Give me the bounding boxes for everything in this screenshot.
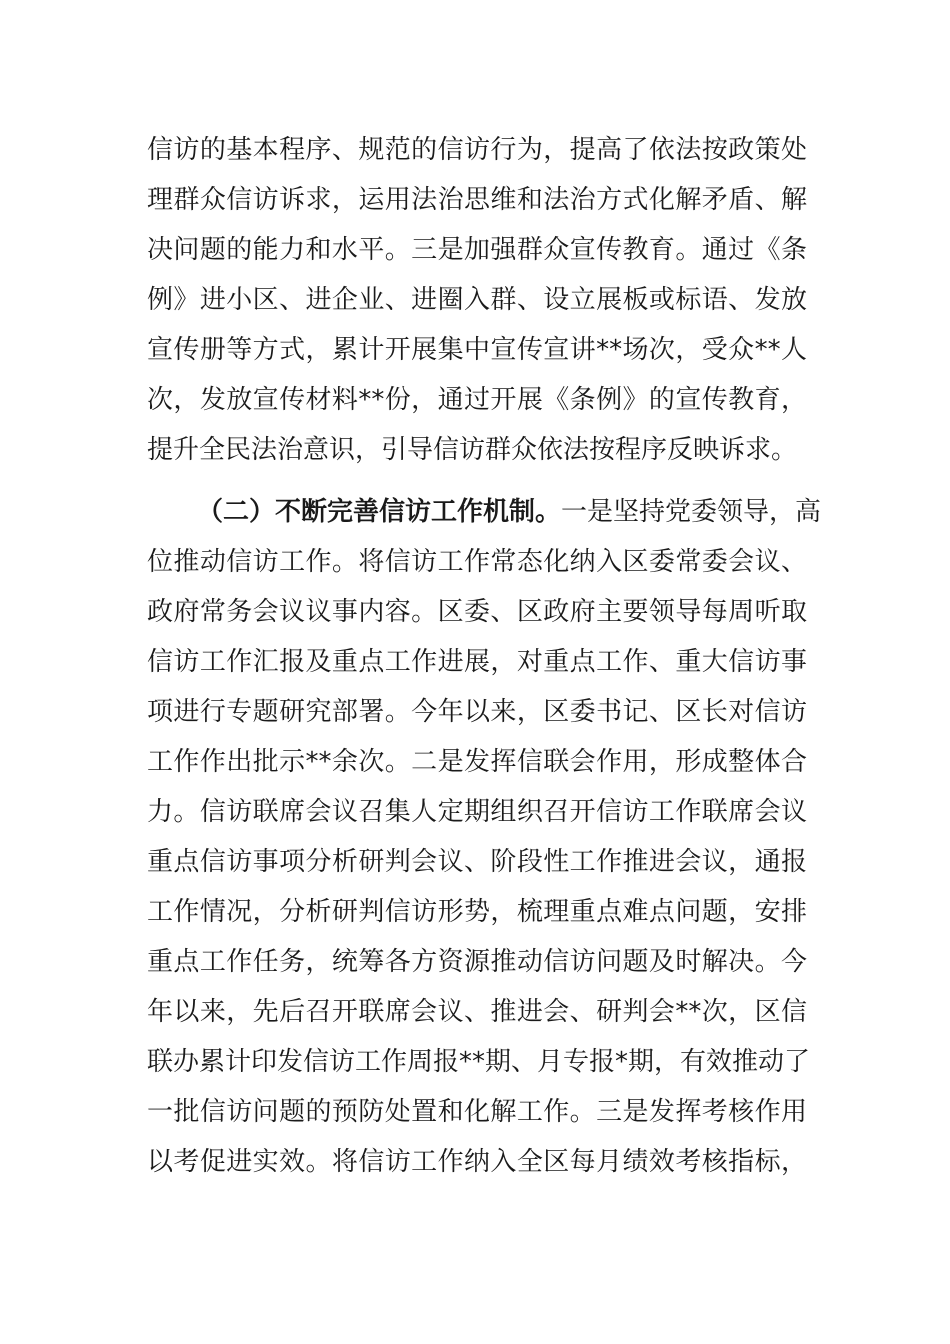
paragraph-2-line-7: 力。信访联席会议召集人定期组织召开信访工作联席会议 (147, 797, 807, 827)
paragraph-2-line-6: 工作作出批示**余次。二是发挥信联会作用，形成整体合 (147, 747, 807, 777)
paragraph-1-line-5: 宣传册等方式，累计开展集中宣传宣讲**场次，受众**人 (147, 335, 807, 365)
paragraph-2-line-10: 重点工作任务，统筹各方资源推动信访问题及时解决。今 (147, 947, 807, 977)
paragraph-1-line-1: 信访的基本程序、规范的信访行为，提高了依法按政策处 (147, 135, 807, 165)
paragraph-2-line-1-rest: 一是坚持党委领导，高 (561, 497, 822, 527)
paragraph-2-line-8: 重点信访事项分析研判会议、阶段性工作推进会议，通报 (147, 847, 807, 877)
paragraph-2-line-2: 位推动信访工作。将信访工作常态化纳入区委常委会议、 (147, 547, 807, 577)
paragraph-2-line-13: 一批信访问题的预防处置和化解工作。三是发挥考核作用 (147, 1097, 807, 1127)
paragraph-2-line-4: 信访工作汇报及重点工作进展，对重点工作、重大信访事 (147, 647, 807, 677)
paragraph-2-line-1 (197, 496, 822, 528)
paragraph-2-line-9: 工作情况，分析研判信访形势，梳理重点难点问题，安排 (147, 897, 807, 927)
paragraph-1-line-7: 提升全民法治意识，引导信访群众依法按程序反映诉求。 (147, 435, 798, 465)
paragraph-1-line-3: 决问题的能力和水平。三是加强群众宣传教育。通过《条 (147, 235, 807, 265)
paragraph-1-line-2: 理群众信访诉求，运用法治思维和法治方式化解矛盾、解 (147, 185, 807, 215)
paragraph-2-line-3: 政府常务会议议事内容。区委、区政府主要领导每周听取 (147, 597, 807, 627)
paragraph-2-line-12: 联办累计印发信访工作周报**期、月专报*期，有效推动了 (147, 1047, 811, 1077)
paragraph-1-line-4: 例》进小区、进企业、进圈入群、设立展板或标语、发放 (147, 285, 807, 315)
paragraph-2-line-14: 以考促进实效。将信访工作纳入全区每月绩效考核指标， (147, 1147, 807, 1177)
section-heading: （二）不断完善信访工作机制。 (197, 497, 562, 527)
paragraph-1-line-6: 次，发放宣传材料**份，通过开展《条例》的宣传教育， (147, 385, 807, 415)
paragraph-2-line-5: 项进行专题研究部署。今年以来，区委书记、区长对信访 (147, 697, 807, 727)
paragraph-2-line-11: 年以来，先后召开联席会议、推进会、研判会**次，区信 (147, 997, 807, 1027)
